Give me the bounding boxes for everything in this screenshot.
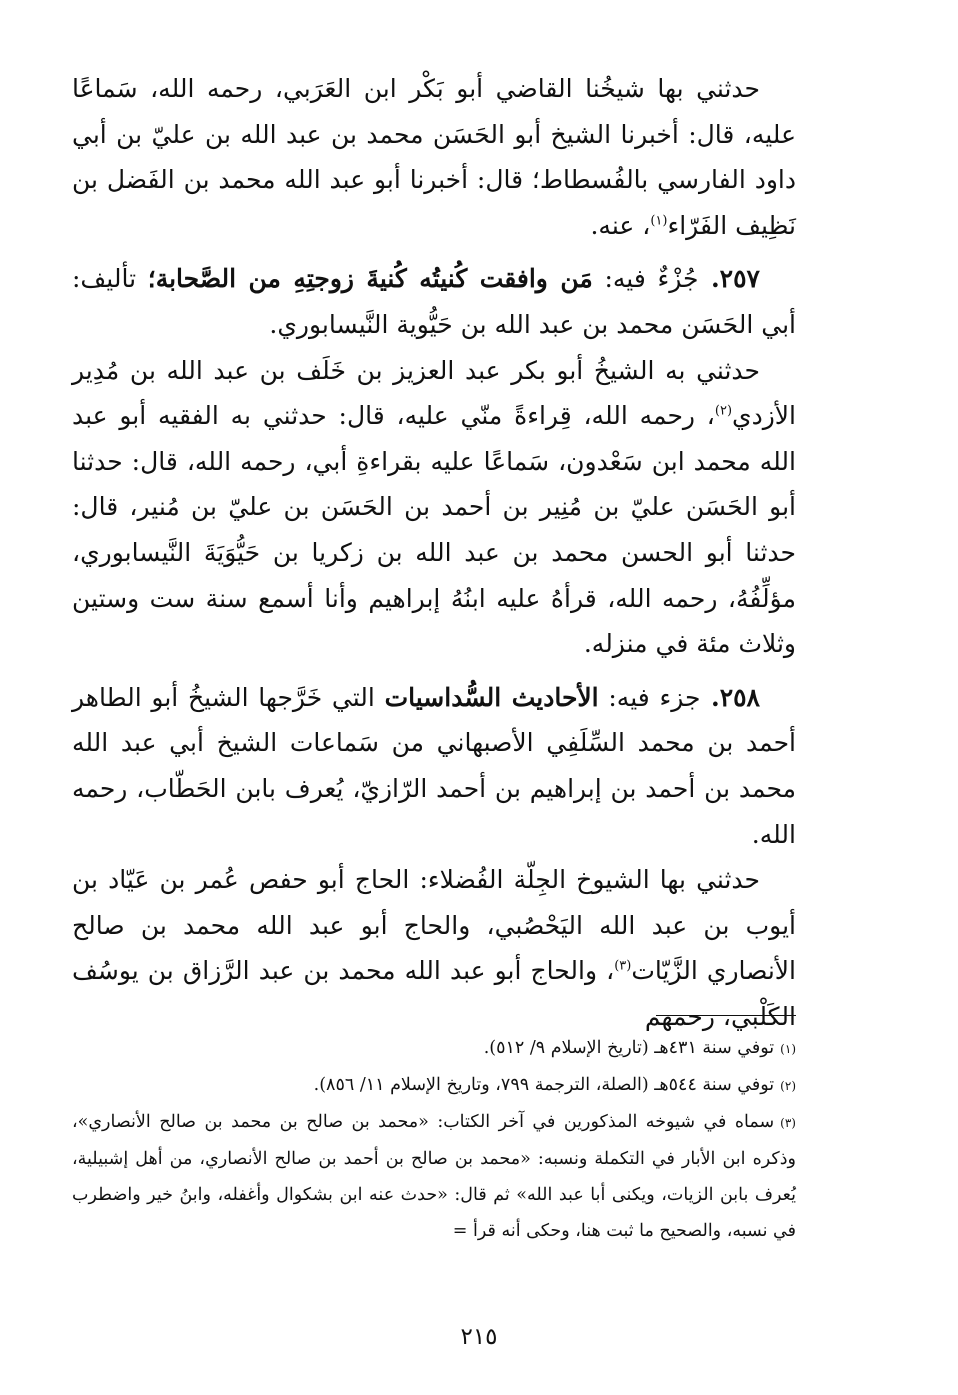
footnote-text: الأنصاري»، وذكره ابن الأبار في التكملة ونسبه: «محمد بن صالح بن أحمد بن صالح	[72, 1112, 797, 1169]
footnote-2	[72, 1067, 796, 1104]
text-line: ، عنه.	[590, 210, 651, 240]
text-line: قال: أخبرنا الشيخ أبو الحَسَن محمد بن عبد الله بن عليّ بن أبي داود الفارسي	[72, 119, 797, 195]
text-line: الأزدي	[732, 401, 796, 431]
text-line: إبراهيم وأنا أسمع سنة ست وستين وثلاث مئة في منزله.	[72, 583, 796, 659]
entry-prefix: جزء فيه:	[598, 682, 701, 712]
entry-title: الأحاديث السُّداسيات	[384, 682, 599, 712]
footnote-ref-1: (١)	[650, 213, 668, 229]
text-line: مُنِير بن أحمد بن الحَسَن بن عليّ بن مُنير، قال: حدثنا أبو الحسن محمد بن	[72, 492, 796, 567]
entry-number: ٢٥٧.	[698, 264, 760, 294]
text-line: الحَسَن محمد بن عبد الله بن حَيُّوية النَّيسابوري.	[269, 309, 754, 339]
entry-number: ٢٥٨.	[700, 682, 760, 712]
footnote-number: (٢)	[780, 1079, 796, 1093]
page-number: ٢١٥	[460, 1324, 498, 1350]
paragraph-2	[72, 348, 796, 667]
footnote-text: الأنصاري، من أهل إشبيلية، يُعرف بابن الزيات، ويكنى أبا عبد الله» ثم قال: «حدث عنه	[72, 1149, 796, 1205]
footnote-separator	[656, 1015, 796, 1016]
text-line: أحمد بن محمد السِّلَفِي الأصبهاني من سَماعات الشيخ أبي عبد الله محمد بن	[72, 728, 797, 803]
text-line: بالفُسطاط؛ قال: أخبرنا أبو عبد الله محمد بن الفَضل بن نَظِيف الفَرّاء	[72, 165, 796, 240]
footnote-3	[72, 1104, 796, 1249]
entry-257	[72, 256, 796, 347]
text-line: أحمد بن إبراهيم بن أحمد الرّازيّ، يُعرف بابن الحَطّاب، رحمه الله.	[72, 773, 796, 849]
text-line: حدثني بها الشيوخ الجِلّة الفُضلاء: الحاج أبو حفص عُمر بن عَيّاد بن	[72, 865, 760, 895]
footnotes	[72, 1030, 796, 1249]
footnote-number: (١)	[780, 1042, 796, 1056]
footnote-text: توفي سنة ٤٣١هـ (تاريخ الإسلام ٩/ ٥١٢).	[483, 1038, 775, 1058]
entry-suffix: تأليف: أبي	[72, 264, 796, 339]
footnote-ref-3: (٣)	[614, 958, 632, 974]
entry-suffix: التي خَرَّجها الشيخُ أبو الطاهر	[72, 682, 385, 712]
text-line: ابن سَعْدون، سَماعًا عليه بقراءةِ أبي، رحمه الله، قال: حدثنا أبو الحَسَن عليّ بن	[72, 446, 796, 522]
footnote-number: (٣)	[780, 1116, 796, 1130]
text-line: ، والحاج أبو عبد الله محمد بن عبد الرَّزاق بن يوسُف الكَلْبي، رحمهم	[72, 956, 796, 1031]
footnote-text: توفي سنة ٥٤٤هـ (الصلة، الترجمة ٧٩٩، وتاريخ الإسلام ١١/ ٨٥٦).	[313, 1075, 775, 1095]
main-text	[72, 66, 796, 1039]
paragraph-3	[72, 857, 796, 1039]
footnote-text: سماه في شيوخه المذكورين في آخر الكتاب: «محمد بن صالح بن محمد بن صالح	[159, 1112, 775, 1132]
text-line: الزَّيّات	[631, 956, 698, 986]
text-line: عبد الله بن زكريا بن حَيُّوَيَةَ النَّيسابوري، مؤلِّفُهُ، رحمه الله، قرأهُ عليه ابنُهُ	[72, 537, 796, 613]
footnote-1	[72, 1030, 796, 1067]
entry-prefix: جُزْءٌ فيه:	[592, 264, 699, 294]
footnote-ref-2: (٢)	[714, 403, 733, 419]
text-line: أيوب بن عبد الله اليَحْصُبي، والحاج أبو عبد الله محمد بن صالح الأنصاري	[72, 910, 796, 986]
text-line: حدثني بها شيخُنا القاضي أبو بَكْر ابن العَرَبي، رحمه الله، سَماعًا عليه،	[72, 74, 796, 149]
entry-258	[72, 675, 796, 857]
paragraph-1	[72, 66, 796, 248]
text-line: حدثني به الشيخُ أبو بكر عبد العزيز بن خَلَف بن عبد الله بن مُدِير	[72, 355, 760, 385]
footnote-text: ابن بشكوال وأغفله، وابنُ خير واضطرب في نسبه، والصحيح ما ثبت هنا، وحكى أنه قرأ =	[72, 1185, 796, 1241]
text-line: ، رحمه الله، قِراءةً منّي عليه، قال: حدثني به الفقيه أبو عبد الله محمد	[72, 401, 796, 476]
entry-title: مَن وافقت كُنيتُه كُنيةَ زوجتِهِ من الصَّحابة؛	[147, 264, 593, 294]
